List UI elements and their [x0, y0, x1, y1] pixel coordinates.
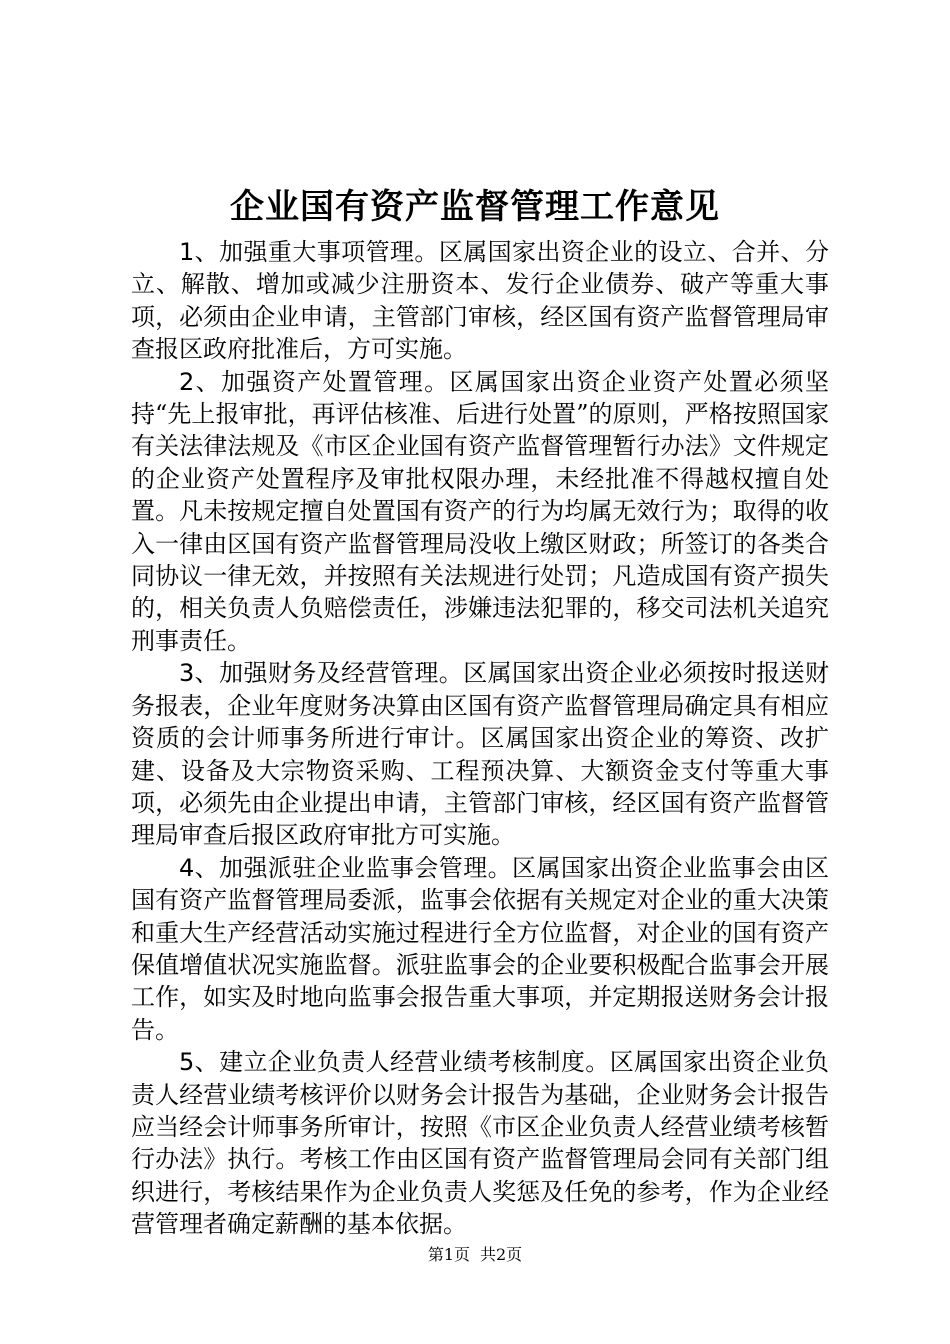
- paragraph-5-text: 区属国家出资企业负责人经营业绩考核评价以财务会计报告为基础，企业财务会计报告应当经会计师事务所审计，按照《市区企业负责人经营业绩考核暂行办法》执行。考核工作由区国有资产监督管理局会同有关部门组织进行，考核结果作为企业负责人奖惩及任免的参考，作为企业经营管理者确定薪酬的基本依据。: [131, 1048, 830, 1239]
- paragraph-3-text: 区属国家出资企业必须按时报送财务报表，企业年度财务决算由区国有资产监督管理局确定具有相应资质的会计师事务所进行审计。区属国家出资企业的筹资、改扩建、设备及大宗物资采购、工程预决算、大额资金支付等重大事项，必须先由企业提出申请，主管部门审核，经区国有资产监督管理局审查后报区政府审批方可实施。: [131, 659, 829, 850]
- page-number-current: 第1页: [427, 1245, 470, 1264]
- page-footer: [0, 1244, 950, 1266]
- paragraph-2-heading: 2、加强资产处置管理。: [179, 367, 450, 396]
- paragraph-2: [131, 366, 829, 658]
- paragraph-1-text: 区属国家出资企业的设立、合并、分立、解散、增加或减少注册资本、发行企业债券、破产等重大事项，必须由企业申请，主管部门审核，经区国有资产监督管理局审查报区政府批准后，方可实施。: [131, 238, 829, 364]
- paragraph-1: [131, 236, 829, 366]
- paragraph-5-heading: 5、建立企业负责人经营业绩考核制度。: [179, 1048, 610, 1077]
- paragraph-3: [131, 657, 829, 851]
- document-title: 企业国有资产监督管理工作意见: [230, 187, 720, 227]
- paragraph-5: [131, 1046, 829, 1240]
- paragraph-3-heading: 3、加强财务及经营管理。: [179, 659, 464, 688]
- document-body: [131, 236, 829, 1241]
- paragraph-4-heading: 4、加强派驻企业监事会管理。: [179, 853, 513, 882]
- page-number-total: 共2页: [480, 1245, 523, 1264]
- paragraph-4-text: 区属国家出资企业监事会由区国有资产监督管理局委派，监事会依据有关规定对企业的重大决策和重大生产经营活动实施过程进行全方位监督，对企业的国有资产保值增值状况实施监督。派驻监事会的企业要积极配合监事会开展工作，如实及时地向监事会报告重大事项，并定期报送财务会计报告。: [131, 853, 829, 1044]
- paragraph-4: [131, 852, 829, 1046]
- paragraph-1-heading: 1、加强重大事项管理。: [179, 238, 439, 266]
- paragraph-2-text: 区属国家出资企业资产处置必须坚持“先上报审批，再评估核准、后进行处置”的原则，严格按照国家有关法律法规及《市区企业国有资产监督管理暂行办法》文件规定的企业资产处置程序及审批权限办理，未经批准不得越权擅自处置。凡未按规定擅自处置国有资产的行为均属无效行为；取得的收入一律由区国有资产监督管理局没收上缴区财政；所签订的各类合同协议一律无效，并按照有关法规进行处罚；凡造成国有资产损失的，相关负责人负赔偿责任，涉嫌违法犯罪的，移交司法机关追究刑事责任。: [131, 367, 829, 655]
